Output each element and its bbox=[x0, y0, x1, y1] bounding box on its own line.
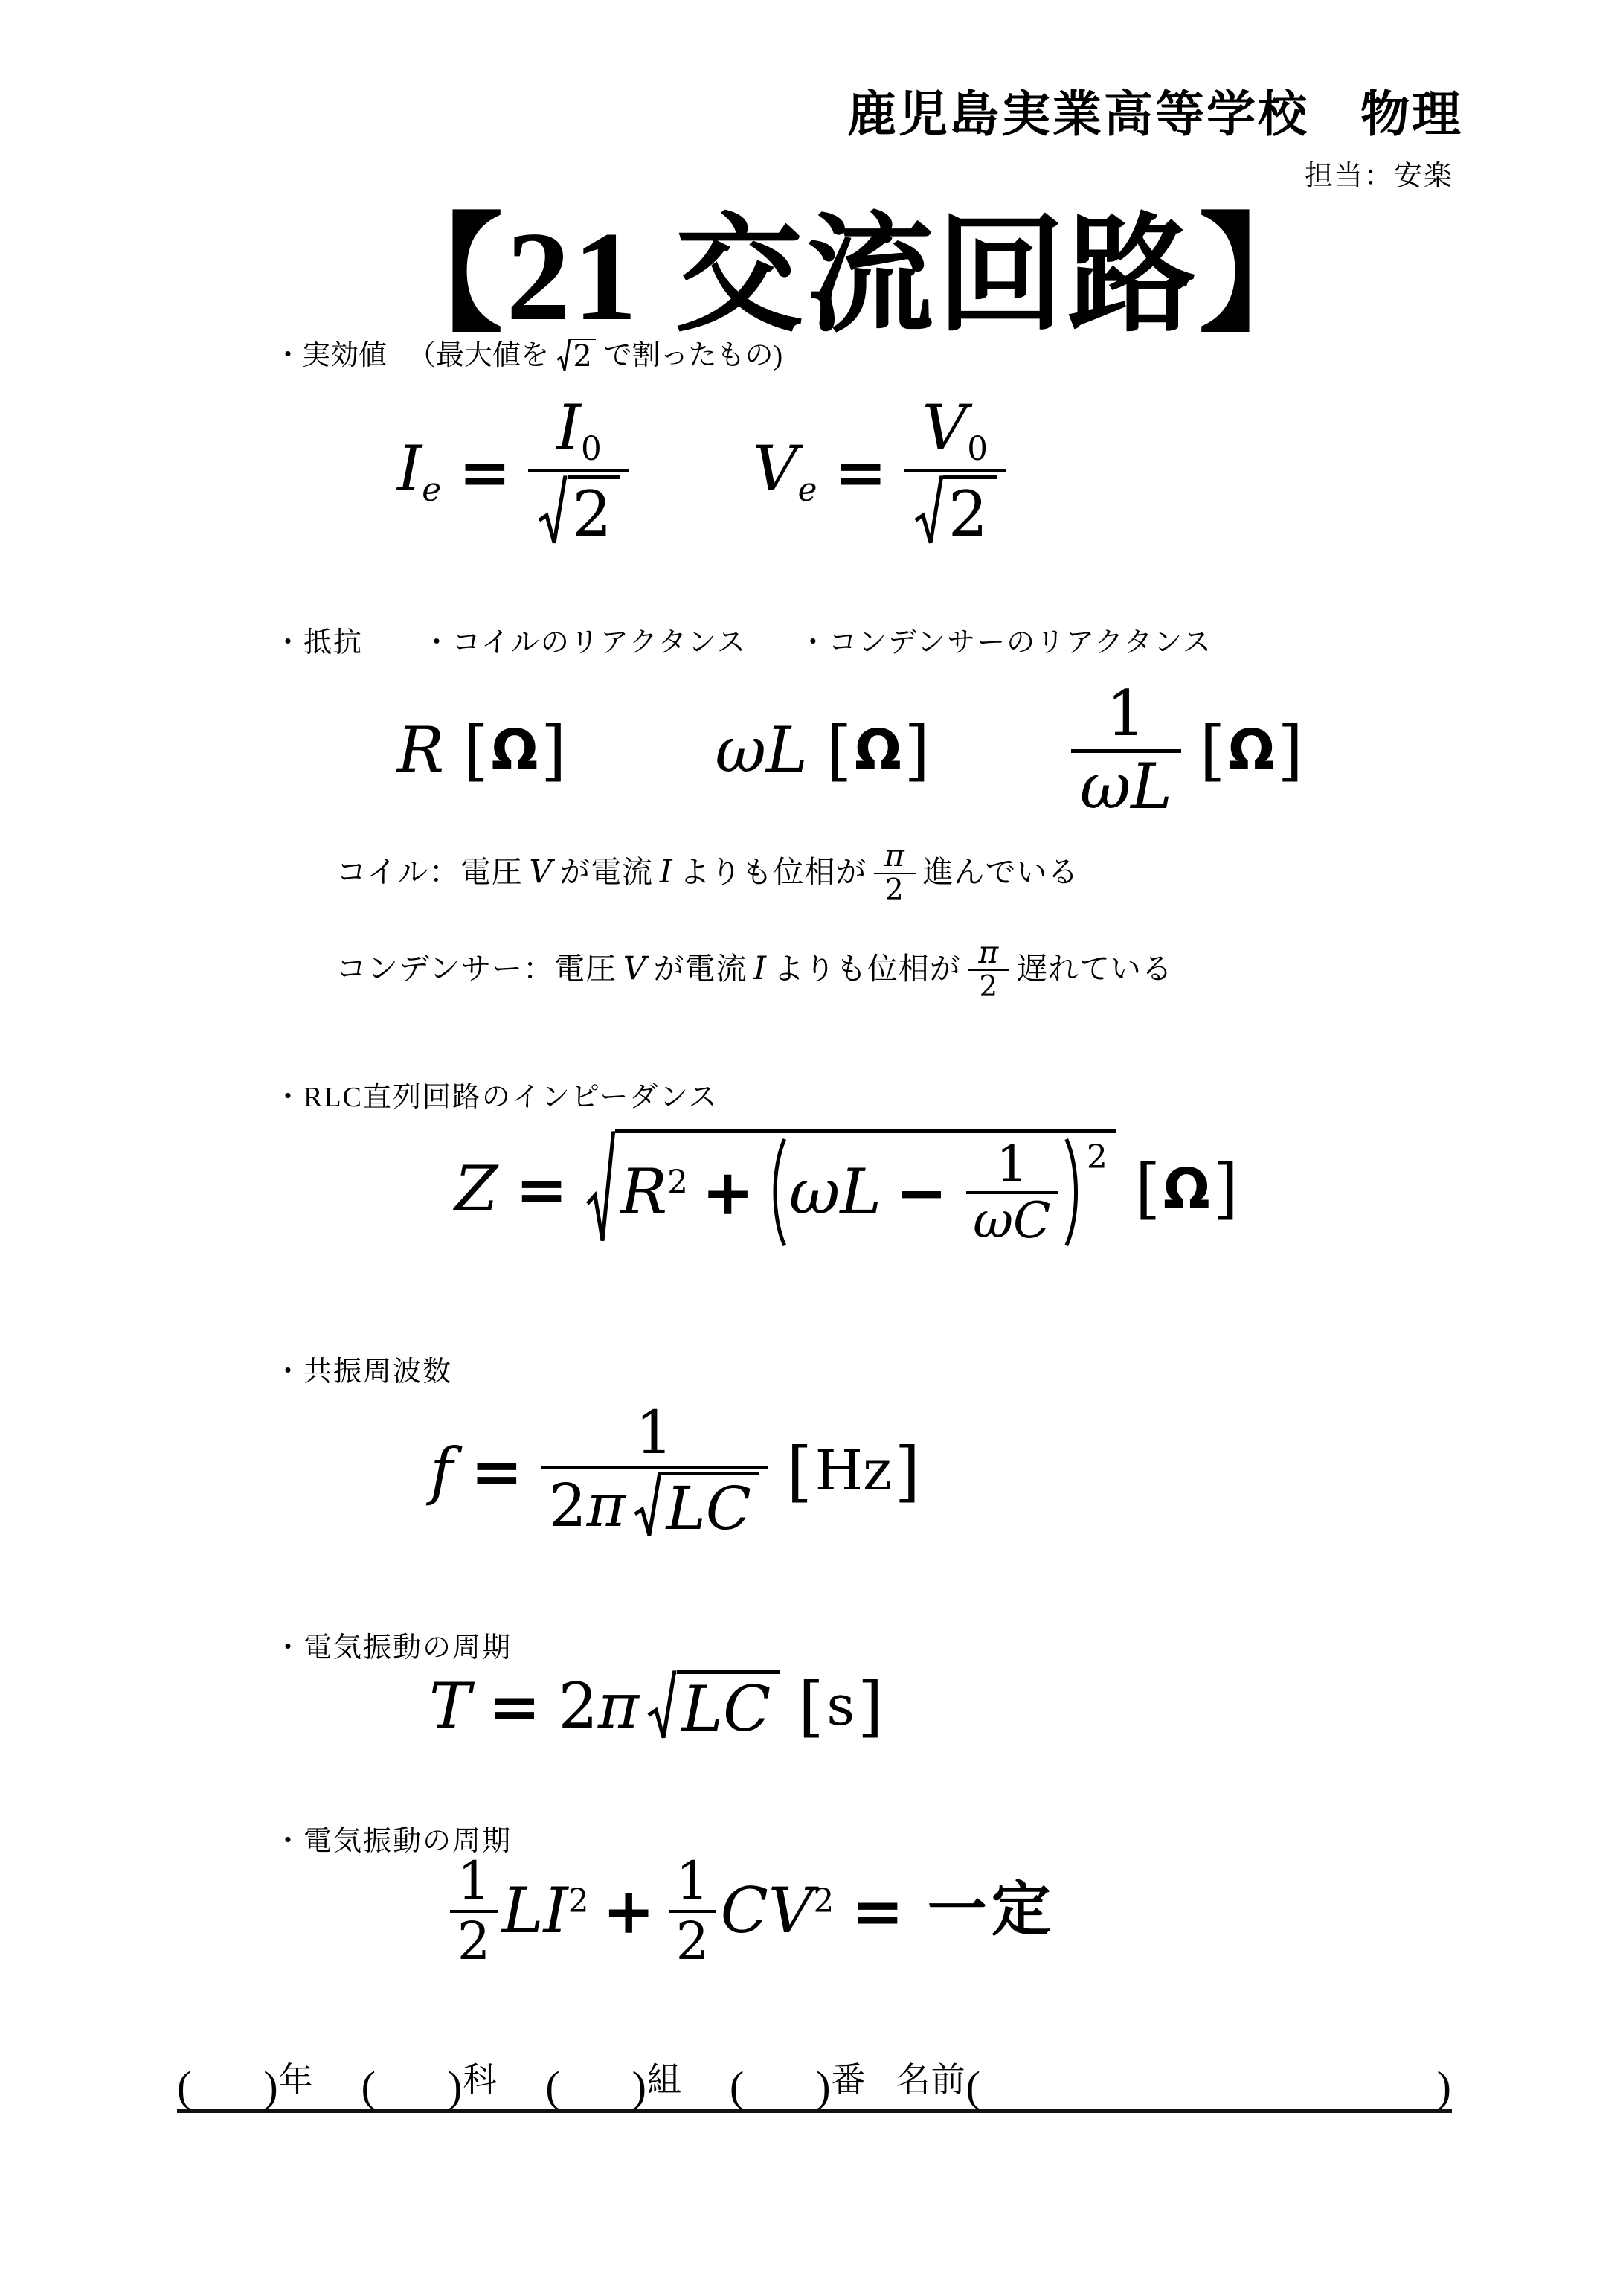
coil-text-pre: コイル：電圧 bbox=[336, 854, 523, 889]
coil-phase-statement bbox=[336, 839, 1079, 906]
numerator: 1 bbox=[634, 1398, 673, 1468]
ve-fraction bbox=[904, 391, 1006, 551]
bullet-coil-reactance: ・コイルのリアクタンス bbox=[422, 627, 747, 658]
r-squared: $R^2$ bbox=[620, 1155, 688, 1228]
square-root bbox=[537, 475, 620, 551]
inline-square-root bbox=[556, 339, 596, 373]
voltage-symbol: V bbox=[623, 949, 647, 987]
cap-text-pre: コンデンサー：電圧 bbox=[336, 951, 617, 986]
ve-denominator bbox=[904, 472, 1006, 550]
equals-sign: = bbox=[470, 1434, 523, 1508]
radical-sign-icon bbox=[585, 1129, 615, 1249]
xc-numerator: 1 bbox=[1106, 677, 1146, 751]
equals-sign: = bbox=[458, 434, 511, 509]
open-paren: ( bbox=[965, 2062, 981, 2111]
two: 2 bbox=[558, 1669, 598, 1742]
radicand: LC bbox=[661, 1472, 759, 1540]
resonance-fraction bbox=[541, 1400, 768, 1542]
close-paren: ) bbox=[263, 2062, 279, 2111]
seconds-unit: [ s ] bbox=[798, 1667, 884, 1745]
denominator bbox=[541, 1469, 768, 1542]
equals-sign: = bbox=[851, 1874, 904, 1949]
page-title: 【21 交流回路】 bbox=[375, 206, 1330, 347]
bullet-capacitor-reactance: ・コンデンサーのリアクタンス bbox=[798, 627, 1213, 658]
one-half: $\frac{1}{2}$ bbox=[450, 1853, 498, 1970]
section-energy-label: ・電気振動の周期 bbox=[274, 1826, 512, 1857]
ohm-unit: [ Ω ] bbox=[1199, 712, 1303, 789]
coil-text-mid2: よりも位相が bbox=[679, 854, 867, 889]
xc-denominator: ωL bbox=[1079, 749, 1172, 823]
number-label: 番 bbox=[831, 2061, 867, 2099]
pi-over-two: $\frac{\pi}{2}$ bbox=[874, 839, 916, 906]
formula-impedance bbox=[454, 1129, 1238, 1249]
pi-symbol: π bbox=[597, 1669, 640, 1742]
one-over-omega-c: $\frac{1}{\omega C}$ bbox=[966, 1137, 1058, 1248]
coil-text-mid: が電流 bbox=[559, 854, 654, 889]
open-paren: ( bbox=[545, 2062, 561, 2111]
close-paren: ) bbox=[631, 2062, 647, 2111]
ie-lhs: Ie bbox=[397, 432, 442, 509]
formula-resonance-frequency bbox=[430, 1400, 920, 1542]
cap-text-mid: が電流 bbox=[653, 951, 748, 986]
radicand bbox=[615, 1129, 1116, 1249]
section-period-label: ・電気振動の周期 bbox=[274, 1632, 512, 1664]
square-root bbox=[646, 1670, 780, 1746]
omega-l-term: ωL bbox=[788, 1155, 882, 1228]
radicand: LC bbox=[677, 1670, 780, 1742]
bullet-resistance: ・抵抗 bbox=[274, 627, 364, 658]
voltage-symbol: V bbox=[529, 853, 553, 891]
hz-unit: [ Hz ] bbox=[786, 1432, 921, 1510]
year-label: 年 bbox=[278, 2061, 314, 2099]
pi-symbol: π bbox=[586, 1471, 626, 1541]
radicand: 2 bbox=[943, 475, 997, 548]
cap-text-tail: 遅れている bbox=[1016, 951, 1173, 986]
constant-text: 一定 bbox=[927, 1878, 1055, 1944]
rms-note-pre: （最大値を bbox=[408, 339, 550, 371]
square-root bbox=[585, 1129, 1116, 1249]
formula-rms-voltage bbox=[753, 391, 1006, 551]
current-symbol: I bbox=[659, 853, 673, 891]
radical-sign-icon bbox=[537, 475, 567, 548]
equals-sign: = bbox=[515, 1152, 568, 1226]
cv-squared: $CV^2$ bbox=[720, 1874, 835, 1948]
formula-oscillation-period bbox=[429, 1667, 884, 1746]
paren-exponent: 2 bbox=[1086, 1138, 1108, 1177]
cap-text-mid2: よりも位相が bbox=[773, 951, 961, 986]
radical-sign-icon bbox=[646, 1670, 676, 1742]
student-info-line bbox=[177, 2055, 1452, 2113]
two: 2 bbox=[548, 1471, 587, 1541]
frequency-symbol: f bbox=[430, 1434, 454, 1507]
one-half: $\frac{1}{2}$ bbox=[669, 1853, 716, 1970]
ohm-unit: [ Ω ] bbox=[463, 712, 567, 789]
resistance-symbol: R bbox=[397, 714, 445, 787]
open-paren: ( bbox=[361, 2062, 376, 2111]
period-symbol: T bbox=[429, 1669, 472, 1742]
capacitor-phase-statement bbox=[336, 936, 1173, 1003]
department-label: 科 bbox=[463, 2061, 498, 2099]
formula-energy-conservation bbox=[450, 1850, 1055, 1972]
section-resonance-label: ・共振周波数 bbox=[274, 1356, 453, 1388]
pi-over-two: $\frac{\pi}{2}$ bbox=[968, 936, 1009, 1003]
formula-rms-current bbox=[397, 391, 629, 551]
rms-bullet-text: ・実効値 bbox=[274, 339, 388, 371]
inductive-reactance-symbol: ωL bbox=[715, 714, 808, 787]
plus-sign: + bbox=[701, 1155, 754, 1229]
minus-sign: − bbox=[895, 1155, 948, 1229]
radical-sign-icon bbox=[913, 475, 943, 548]
impedance-symbol: Z bbox=[454, 1152, 498, 1225]
ve-numerator: V0 bbox=[922, 391, 989, 469]
rms-note-post: で割ったもの) bbox=[603, 339, 783, 371]
reactance-formula-row bbox=[397, 670, 1303, 832]
ohm-unit: [ Ω ] bbox=[1134, 1150, 1238, 1228]
li-squared: $LI^2$ bbox=[501, 1874, 589, 1948]
close-paren: ) bbox=[447, 2062, 463, 2111]
radical-sign-icon bbox=[556, 339, 571, 373]
capacitive-reactance-fraction bbox=[1071, 677, 1181, 823]
close-paren bbox=[1062, 1137, 1084, 1248]
name-label: 名前 bbox=[896, 2061, 966, 2099]
ohm-unit: [ Ω ] bbox=[826, 712, 930, 789]
ie-numerator: I0 bbox=[556, 391, 602, 469]
class-label: 組 bbox=[646, 2061, 682, 2099]
ie-fraction bbox=[528, 391, 629, 551]
open-paren: ( bbox=[177, 2062, 193, 2111]
section-impedance-label: ・RLC直列回路のインピーダンス bbox=[274, 1082, 719, 1113]
ie-denominator bbox=[528, 472, 629, 550]
equals-sign: = bbox=[488, 1669, 541, 1743]
plus-sign: + bbox=[602, 1874, 655, 1949]
close-paren: ) bbox=[816, 2062, 832, 2111]
current-symbol: I bbox=[753, 949, 768, 987]
open-paren: ( bbox=[729, 2062, 745, 2111]
section-reactance-labels bbox=[274, 619, 1212, 660]
teacher-credit: 担当：安楽 bbox=[1304, 161, 1453, 192]
equals-sign: = bbox=[835, 434, 887, 509]
open-paren bbox=[768, 1137, 789, 1248]
radical-sign-icon bbox=[633, 1472, 661, 1540]
section-rms-label bbox=[274, 339, 782, 373]
radicand: 2 bbox=[568, 475, 621, 548]
close-paren: ) bbox=[1436, 2062, 1452, 2111]
school-header: 鹿児島実業高等学校 物理 bbox=[847, 88, 1463, 142]
coil-text-tail: 進んでいる bbox=[922, 854, 1079, 889]
square-root bbox=[633, 1472, 759, 1543]
ve-lhs: Ve bbox=[753, 432, 817, 509]
radicand: 2 bbox=[571, 339, 596, 373]
square-root bbox=[913, 475, 997, 551]
